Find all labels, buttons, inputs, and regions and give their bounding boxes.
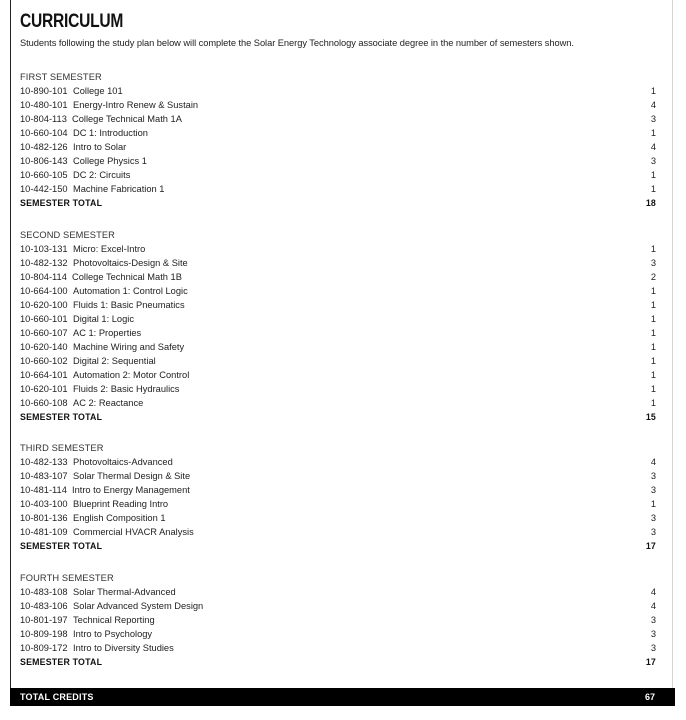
course-code: 10-480-101 bbox=[20, 100, 68, 110]
course-credits: 3 bbox=[650, 114, 656, 124]
course-row bbox=[20, 368, 656, 382]
course-code: 10-483-107 bbox=[20, 471, 68, 481]
course-code: 10-804-113 bbox=[20, 114, 67, 124]
semester-total-label: SEMESTER TOTAL bbox=[20, 657, 103, 667]
semester-total-value: 18 bbox=[645, 198, 656, 208]
left-rule bbox=[10, 0, 11, 688]
semester-total-row bbox=[20, 196, 656, 210]
course-row bbox=[20, 599, 656, 613]
course-code: 10-660-104 bbox=[20, 128, 68, 138]
course-row bbox=[20, 84, 656, 98]
course-row bbox=[20, 455, 656, 469]
course-row bbox=[20, 242, 656, 256]
course-title: Blueprint Reading Intro bbox=[73, 499, 169, 509]
course-row bbox=[20, 98, 656, 112]
course-code: 10-664-101 bbox=[20, 370, 68, 380]
course-credits: 1 bbox=[650, 184, 656, 194]
course-code: 10-660-101 bbox=[20, 314, 68, 324]
semester-total-label: SEMESTER TOTAL bbox=[20, 198, 103, 208]
course-credits: 2 bbox=[650, 272, 656, 282]
course-code: 10-801-197 bbox=[20, 615, 68, 625]
course-code: 10-620-140 bbox=[20, 342, 68, 352]
course-credits: 3 bbox=[650, 471, 656, 481]
course-credits: 1 bbox=[650, 328, 656, 338]
course-title: English Composition 1 bbox=[73, 513, 166, 523]
course-row bbox=[20, 354, 656, 368]
course-code: 10-809-198 bbox=[20, 629, 68, 639]
course-title: Technical Reporting bbox=[73, 615, 155, 625]
course-code: 10-620-101 bbox=[20, 384, 68, 394]
course-credits: 3 bbox=[650, 485, 656, 495]
course-title: Intro to Energy Management bbox=[72, 485, 190, 495]
course-code: 10-806-143 bbox=[20, 156, 68, 166]
course-title: AC 2: Reactance bbox=[73, 398, 144, 408]
course-code: 10-664-100 bbox=[20, 286, 68, 296]
course-row bbox=[20, 340, 656, 354]
course-credits: 3 bbox=[650, 527, 656, 537]
right-rule bbox=[672, 0, 673, 688]
course-title: Digital 2: Sequential bbox=[73, 356, 156, 366]
course-code: 10-482-133 bbox=[20, 457, 68, 467]
course-credits: 1 bbox=[650, 356, 656, 366]
course-row bbox=[20, 284, 656, 298]
course-title: Photovoltaics-Advanced bbox=[73, 457, 173, 467]
course-row bbox=[20, 469, 656, 483]
course-credits: 1 bbox=[650, 370, 656, 380]
course-row bbox=[20, 256, 656, 270]
course-code: 10-660-107 bbox=[20, 328, 68, 338]
course-code: 10-660-108 bbox=[20, 398, 68, 408]
course-credits: 1 bbox=[650, 244, 656, 254]
course-row bbox=[20, 497, 656, 511]
course-title: Photovoltaics-Design & Site bbox=[73, 258, 188, 268]
course-credits: 4 bbox=[650, 457, 656, 467]
course-title: Commercial HVACR Analysis bbox=[73, 527, 194, 537]
course-title: Machine Fabrication 1 bbox=[73, 184, 165, 194]
course-code: 10-809-172 bbox=[20, 643, 68, 653]
course-credits: 1 bbox=[650, 170, 656, 180]
course-credits: 3 bbox=[650, 643, 656, 653]
course-row bbox=[20, 483, 656, 497]
course-title: Fluids 1: Basic Pneumatics bbox=[73, 300, 185, 310]
semester-total-row bbox=[20, 655, 656, 669]
semester-total-value: 17 bbox=[645, 541, 656, 551]
course-row bbox=[20, 270, 656, 284]
course-credits: 3 bbox=[650, 156, 656, 166]
course-title: Intro to Psychology bbox=[73, 629, 153, 639]
course-row bbox=[20, 382, 656, 396]
course-row bbox=[20, 112, 656, 126]
course-credits: 4 bbox=[650, 142, 656, 152]
course-code: 10-481-114 bbox=[20, 485, 67, 495]
course-title: College Technical Math 1B bbox=[72, 272, 182, 282]
course-credits: 3 bbox=[650, 615, 656, 625]
semester-total-value: 15 bbox=[645, 412, 656, 422]
semester-heading: FIRST SEMESTER bbox=[20, 72, 102, 82]
course-credits: 1 bbox=[650, 314, 656, 324]
course-code: 10-483-108 bbox=[20, 587, 68, 597]
course-row bbox=[20, 140, 656, 154]
course-row bbox=[20, 585, 656, 599]
semester-total-label: SEMESTER TOTAL bbox=[20, 412, 103, 422]
total-credits-bar bbox=[10, 688, 675, 706]
course-code: 10-660-102 bbox=[20, 356, 68, 366]
course-title: Energy-Intro Renew & Sustain bbox=[73, 100, 199, 110]
course-code: 10-481-109 bbox=[20, 527, 68, 537]
course-code: 10-620-100 bbox=[20, 300, 68, 310]
semester-total-row bbox=[20, 539, 656, 553]
course-row bbox=[20, 182, 656, 196]
course-title: Intro to Solar bbox=[73, 142, 127, 152]
semester-total-label: SEMESTER TOTAL bbox=[20, 541, 103, 551]
course-title: College Physics 1 bbox=[73, 156, 147, 166]
total-credits-value: 67 bbox=[644, 692, 655, 702]
course-row bbox=[20, 126, 656, 140]
intro-text: Students following the study plan below will complete the Solar Energy Technology associate degree in the number of semesters shown. bbox=[20, 38, 574, 48]
course-credits: 3 bbox=[650, 629, 656, 639]
course-credits: 1 bbox=[650, 86, 656, 96]
course-code: 10-442-150 bbox=[20, 184, 68, 194]
course-title: Fluids 2: Basic Hydraulics bbox=[73, 384, 180, 394]
course-credits: 1 bbox=[650, 300, 656, 310]
course-row bbox=[20, 511, 656, 525]
course-code: 10-482-132 bbox=[20, 258, 68, 268]
semester-block bbox=[20, 228, 656, 424]
course-row bbox=[20, 312, 656, 326]
course-code: 10-103-131 bbox=[20, 244, 68, 254]
course-credits: 3 bbox=[650, 258, 656, 268]
course-code: 10-890-101 bbox=[20, 86, 68, 96]
course-title: Solar Thermal-Advanced bbox=[73, 587, 176, 597]
semester-heading: SECOND SEMESTER bbox=[20, 230, 115, 240]
course-title: Solar Advanced System Design bbox=[73, 601, 204, 611]
course-row bbox=[20, 298, 656, 312]
course-row bbox=[20, 154, 656, 168]
course-code: 10-804-114 bbox=[20, 272, 67, 282]
course-title: Digital 1: Logic bbox=[73, 314, 134, 324]
course-credits: 1 bbox=[650, 384, 656, 394]
course-title: Solar Thermal Design & Site bbox=[73, 471, 191, 481]
course-credits: 4 bbox=[650, 100, 656, 110]
page-title: CURRICULUM bbox=[20, 11, 124, 32]
semester-block bbox=[20, 70, 656, 210]
semester-heading: THIRD SEMESTER bbox=[20, 443, 104, 453]
course-title: DC 1: Introduction bbox=[73, 128, 148, 138]
course-row bbox=[20, 627, 656, 641]
course-code: 10-403-100 bbox=[20, 499, 68, 509]
course-credits: 1 bbox=[650, 499, 656, 509]
course-credits: 1 bbox=[650, 342, 656, 352]
course-code: 10-660-105 bbox=[20, 170, 68, 180]
course-row bbox=[20, 168, 656, 182]
course-title: Intro to Diversity Studies bbox=[73, 643, 174, 653]
semester-total-value: 17 bbox=[645, 657, 656, 667]
course-title: Micro: Excel-Intro bbox=[73, 244, 146, 254]
course-code: 10-801-136 bbox=[20, 513, 68, 523]
course-title: Machine Wiring and Safety bbox=[73, 342, 185, 352]
course-row bbox=[20, 525, 656, 539]
course-credits: 3 bbox=[650, 513, 656, 523]
course-row bbox=[20, 641, 656, 655]
course-title: AC 1: Properties bbox=[73, 328, 142, 338]
semester-total-row bbox=[20, 410, 656, 424]
course-title: Automation 2: Motor Control bbox=[73, 370, 190, 380]
course-credits: 1 bbox=[650, 286, 656, 296]
course-row bbox=[20, 326, 656, 340]
course-credits: 1 bbox=[650, 128, 656, 138]
course-credits: 4 bbox=[650, 601, 656, 611]
total-credits-label: TOTAL CREDITS bbox=[20, 692, 94, 702]
course-code: 10-483-106 bbox=[20, 601, 68, 611]
course-title: College 101 bbox=[73, 86, 123, 96]
course-credits: 1 bbox=[650, 398, 656, 408]
semester-block bbox=[20, 571, 656, 669]
course-credits: 4 bbox=[650, 587, 656, 597]
course-row bbox=[20, 396, 656, 410]
course-title: DC 2: Circuits bbox=[73, 170, 131, 180]
course-title: College Technical Math 1A bbox=[72, 114, 182, 124]
course-row bbox=[20, 613, 656, 627]
semester-heading: FOURTH SEMESTER bbox=[20, 573, 114, 583]
semester-block bbox=[20, 441, 656, 553]
course-code: 10-482-126 bbox=[20, 142, 68, 152]
course-title: Automation 1: Control Logic bbox=[73, 286, 188, 296]
